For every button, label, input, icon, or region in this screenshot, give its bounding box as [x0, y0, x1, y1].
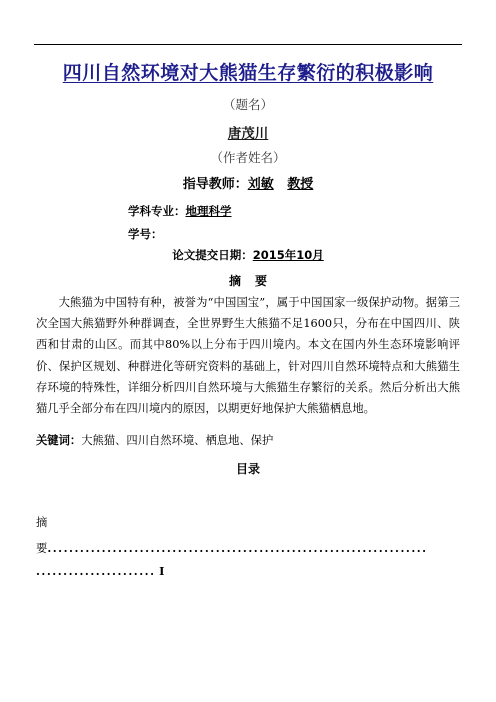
toc-leader-dots: ...................................................................... [47, 541, 428, 555]
toc-entry-text: 要 [36, 542, 48, 555]
author-note: （作者姓名） [210, 150, 286, 165]
abstract-body: 大熊猫为中国特有种，被誉为“中国国宝”，属于中国国家一级保护动物。据第三次全国大熊猫野外种群调查，全世界野生大熊猫不足1600只，分布在中国四川、陕西和甘肃的山区。而其中80%以上分布于四川境内。本文在国内外生态环境影响评价、保护区规划、种群进化等研究资料的基础上，针对四川自然环境特点和大熊猫生存环境的特殊性，详细分析四川自然环境与大熊猫生存繁衍的关系。然后分析出大熊猫几乎全部分布在四川境内的原因，以期更好地保护大熊猫栖息地。 [36, 296, 460, 416]
toc-entry-part1[interactable]: 摘 [36, 516, 48, 529]
keywords-label: 关键词： [36, 434, 82, 447]
thesis-title: 四川自然环境对大熊猫生存繁衍的积极影响 [62, 62, 434, 84]
toc-entry-part2[interactable] [36, 540, 460, 556]
advisor-rank: 教授 [287, 177, 314, 192]
submit-date-label: 论文提交日期： [172, 248, 253, 262]
abstract-heading: 摘要 [228, 274, 281, 288]
toc-heading: 目录 [235, 462, 260, 476]
submit-date-line [0, 247, 496, 263]
keywords-line [36, 432, 273, 448]
major-value: 地理科学 [185, 204, 232, 218]
keywords-value: 大熊猫、四川自然环境、栖息地、保护 [81, 434, 274, 447]
author-name: 唐茂川 [227, 126, 269, 142]
toc-entry-part3[interactable] [36, 564, 164, 578]
advisor-line [0, 173, 496, 192]
major-label: 学科专业： [128, 204, 186, 218]
toc-leader-dots-cont: ...................... [36, 564, 156, 578]
major-line [128, 203, 232, 219]
toc-page-number: I [159, 564, 165, 578]
submit-date-value: 2015年10月 [252, 248, 324, 262]
advisor-name: 刘敏 [247, 177, 274, 192]
advisor-label: 指导教师： [182, 177, 248, 192]
student-id-line [128, 226, 163, 242]
student-id-label: 学号： [128, 227, 163, 241]
title-note: （题名） [222, 97, 273, 112]
top-rule [34, 44, 462, 45]
